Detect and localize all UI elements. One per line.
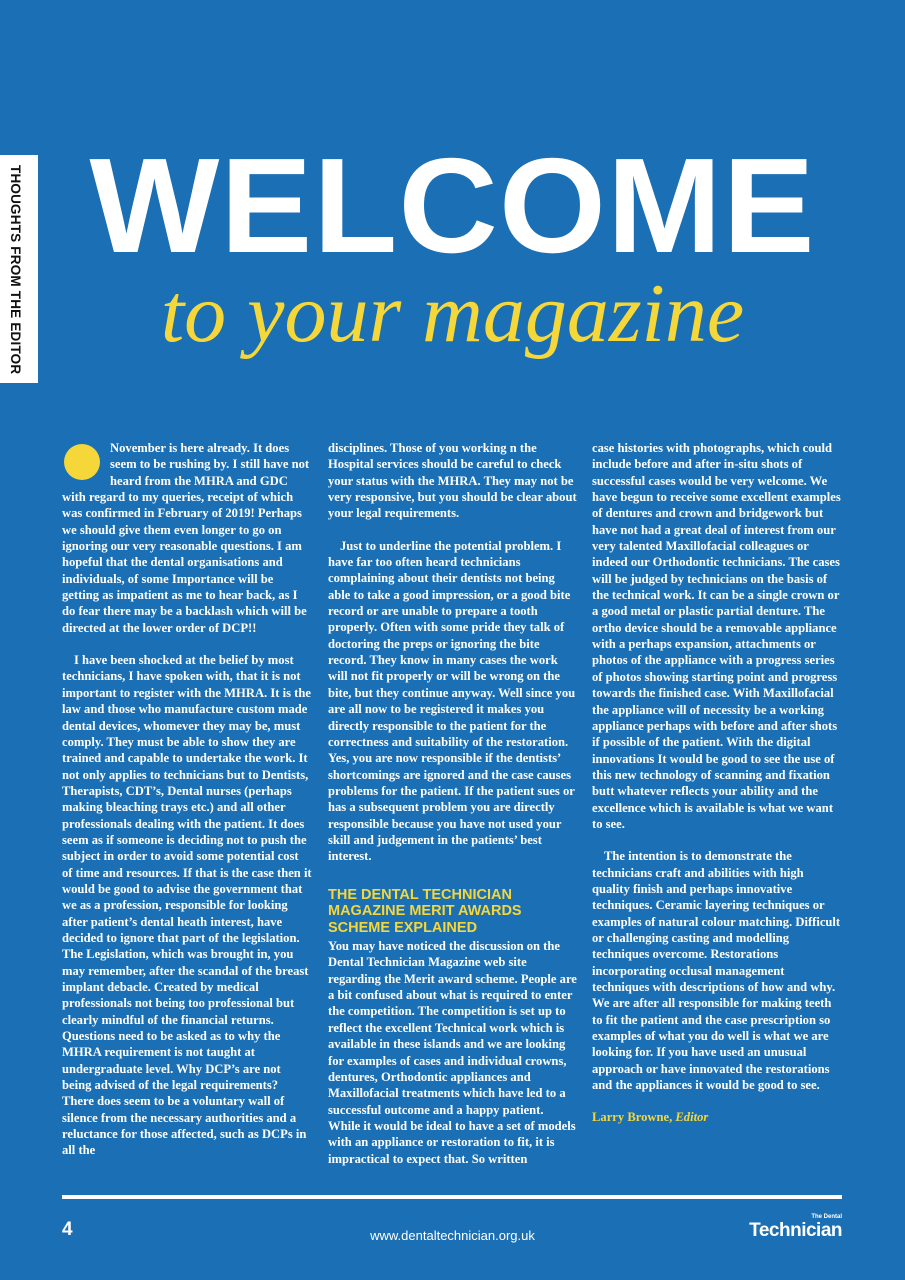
dropcap-dot-icon [64,444,100,480]
section-subheading: THE DENTAL TECHNICIAN MAGAZINE MERIT AWARDS SCHEME EXPLAINED [328,886,522,936]
article-column-1 [62,440,312,1175]
section-tab-label: THOUGHTS FROM THE EDITOR [8,165,23,375]
article-paragraph: I have been shocked at the belief by most technicians, I have spoken with, that it is not important to register with the MHRA. It is the law and those who manufacture custom made dental devices, whomever they may be, must comply. They must be able to show they are trained and capable to undertake the work. It not only applies to technicians but to Dentists, Therapists, CDT’s, Dental nurses (perhaps making bleaching trays etc.) and all other professionals dealing with the patient. It does seem as if someone is deciding not to push the subject in order to avoid some potential cost of time and resources. If that is the case then it would be good to advise the government that we as a profession, responsible for looking after patient’s dental heath interest, have decided to ignore that part of the legislation. The Legislation, which was brought in, you may remember, after the scandal of the breast implant debacle. Created by medical professionals not being too professional but clearly mindful of the financial returns. Questions need to be asked as to why the MHRA requirement is not taught at undergraduate level. Why DCP’s are not being advised of the legal requirements? There does seem to be a voluntary wall of silence from the necessary authorities and a reluctance for those affected, such as DCPs in all the [62,653,312,1158]
article-paragraph: The intention is to demonstrate the technicians craft and abilities with high quality finish and perhaps innovative techniques. Ceramic layering techniques or examples of natural colour matching. Difficult or challenging casting and modelling techniques overcome. Restorations incorporating occlusal management techniques with descriptions of how and why. We are after all responsible for making teeth to fit the patient and the case prescription so examples of what you do well is what we are looking for. If you have used an unusual approach or have innovated the restorations and the appliances it would be good to see. [592,849,841,1093]
magazine-logo [749,1214,842,1242]
subheadline: to your magazine [160,267,745,360]
article-paragraph: You may have noticed the discussion on the Dental Technician Magazine web site regarding the Merit award scheme. People are a bit confused about what is required to enter the competition. The competition is set up to reflect the excellent Technical work which is available in these islands and we are looking for examples of cases and individual crowns, dentures, Orthodontic appliances and Maxillofacial treatments which have led to a successful outcome and a happy patient. While it would be ideal to have a set of models with an appliance or restoration to fit, it is impractical to expect that. So written [328,939,577,1166]
author-role: Editor [675,1110,709,1125]
article-column-3 [592,440,842,1126]
article-paragraph: Just to underline the potential problem. I have far too often heard technicians complaining about their dentists not being able to take a good impression, or a good bite record or are unable to prepare a tooth properly. Often with some pride they talk of doctoring the preps or ignoring the bite record. They know in many cases the work will not fit properly or will be wrong on the bite, but they continue anyway. Well since you are all now to be registered it makes you directly responsible to the patient for the correctness and suitability of the restoration. Yes, you are now responsible if the dentists’ shortcomings are ignored and the case causes problems for the patient. If the patient sues or has a subsequent problem you are directly responsible because you have not used your skill and judgement in the patients’ best interest. [328,538,576,864]
page-number: 4 [62,1219,73,1240]
article-column-2 [328,440,578,1183]
website-link[interactable]: www.dentaltechnician.org.uk [370,1228,535,1243]
article-paragraph: disciplines. Those of you working n the Hospital services should be careful to check your status with the MHRA. They may not be very responsive, but you should be clear about your legal requirements. [328,441,577,521]
logo-small-text: The Dental [811,1214,842,1220]
paragraph-text: November is here already. It does seem to be rushing by. I still have not heard from the MHRA and GDC with regard to my queries, receipt of which was confirmed in February of 2019! Perhaps we should give them even longer to go on ignoring our very reasonable questions. I am hopeful that the dental organisations and individuals, of some Importance will be getting as impatient as me to hear back, as I do fear there may be a backlash which will be directed at the lower order of DCP!! [62,441,310,635]
article-paragraph: case histories with photographs, which could include before and after in-situ shots of successful cases would be very welcome. We have begun to receive some excellent examples of dentures and crown and bridgework but have not had a great deal of interest from our very talented Maxillofacial colleagues or indeed our Orthodontic technicians. The cases will be judged by technicians on the basis of the technical work. It can be a single crown or a good metal or plastic partial denture. The ortho device should be a removable appliance with a perhaps expansion, attachments or photos of the appliance with a progress series of photos showing starting point and progress towards the finished case. With Maxillofacial the appliance will of necessity be a working appliance perhaps with before and after shots if possible of the patient. With the digital innovations It would be good to see the use of this new technology of scanning and fixation butt whatever reflects your ability and the excellence which is available is what we want to see. [592,441,841,831]
article-paragraph [62,440,312,636]
author-name: Larry Browne, [592,1110,673,1125]
logo-text: Technician [749,1220,842,1241]
headline: WELCOME [89,130,816,281]
footer-divider [62,1195,842,1199]
author-signature [592,1109,842,1125]
